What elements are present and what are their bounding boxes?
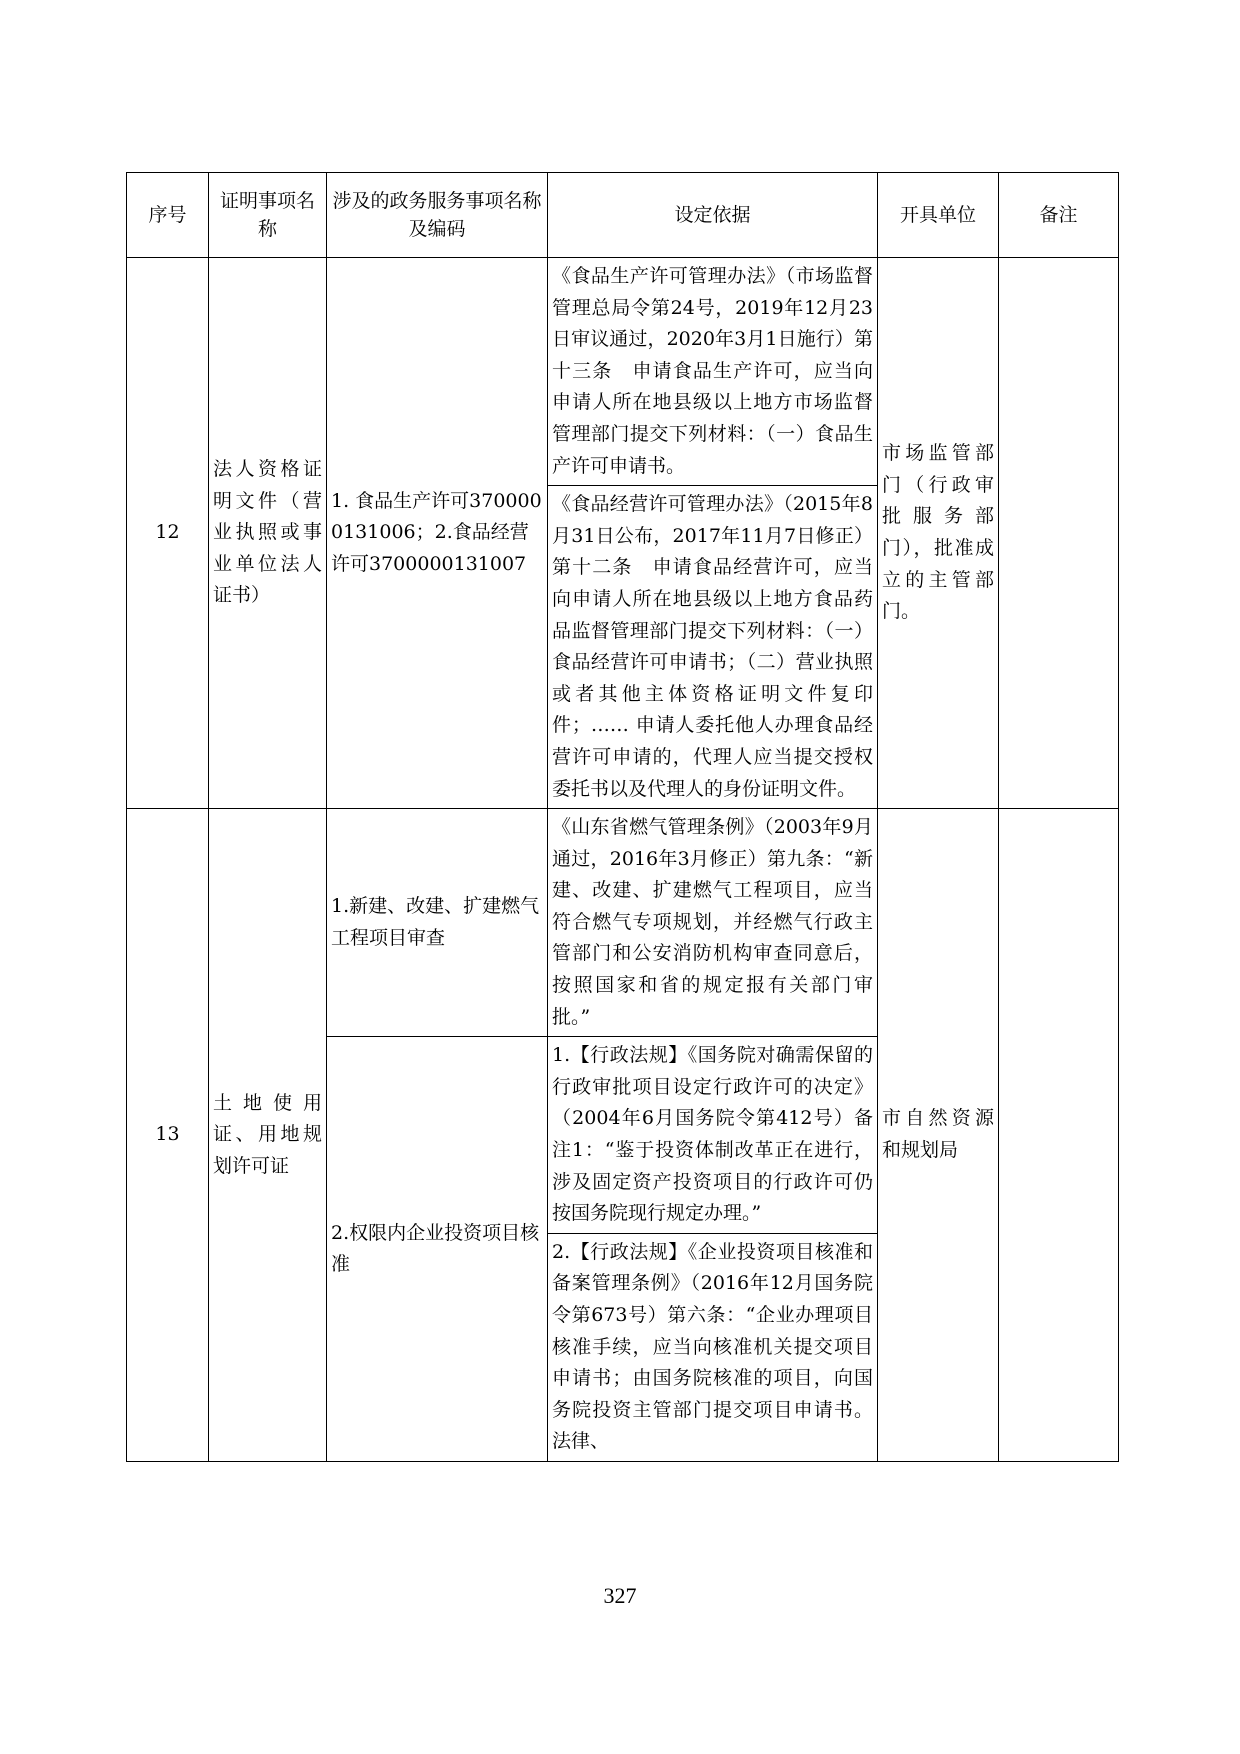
row-13-basis-2: 1.【行政法规】《国务院对确需保留的行政审批项目设定行政许可的决定》（2004年6月国务院令第412号）备注1：“鉴于投资体制改革正在进行，涉及固定资产投资项目的行政许可仍按国务院现行规定办理。” xyxy=(548,1037,878,1234)
header-row xyxy=(127,173,1119,258)
page-number: 327 xyxy=(603,1583,637,1608)
row-13-basis-1: 《山东省燃气管理条例》（2003年9月通过，2016年3月修正）第九条：“新建、改建、扩建燃气工程项目，应当符合燃气专项规划，并经燃气行政主管部门和公安消防机构审查同意后，按照国家和省的规定报有关部门审批。” xyxy=(548,809,878,1037)
row-12-note xyxy=(999,258,1119,809)
row-13-service-1: 1.新建、改建、扩建燃气工程项目审查 xyxy=(327,809,548,1037)
row-13-proof-name: 土地使用证、用地规划许可证 xyxy=(209,809,327,1462)
row-13-note xyxy=(999,809,1119,1462)
approval-items-table xyxy=(126,172,1119,1462)
row-13-basis-3: 2.【行政法规】《企业投资项目核准和备案管理条例》（2016年12月国务院令第673号）第六条：“企业办理项目核准手续，应当向核准机关提交项目申请书；由国务院核准的项目，向国务院投资主管部门提交项目申请书。法律、 xyxy=(548,1233,878,1461)
header-proof-name: 证明事项名称 xyxy=(209,173,327,258)
row-12-issuer: 市场监管部门（行政审批服务部门），批准成立的主管部门。 xyxy=(878,258,999,809)
table-row xyxy=(127,809,1119,1037)
row-12-basis-2: 《食品经营许可管理办法》（2015年8月31日公布，2017年11月7日修正）第十二条 申请食品经营许可，应当向申请人所在地县级以上地方食品药品监督管理部门提交下列材料：（一）食品经营许可申请书；（二）营业执照或者其他主体资格证明文件复印件；…… 申请人委托他人办理食品经营许可申请的，代理人应当提交授权委托书以及代理人的身份证明文件。 xyxy=(548,486,878,809)
row-12-seq: 12 xyxy=(127,258,209,809)
row-13-seq: 13 xyxy=(127,809,209,1462)
header-issuer: 开具单位 xyxy=(878,173,999,258)
header-note: 备注 xyxy=(999,173,1119,258)
row-13-issuer: 市自然资源和规划局 xyxy=(878,809,999,1462)
header-service: 涉及的政务服务事项名称及编码 xyxy=(327,173,548,258)
header-basis: 设定依据 xyxy=(548,173,878,258)
row-12-proof-name: 法人资格证明文件（营业执照或事业单位法人证书） xyxy=(209,258,327,809)
table-row xyxy=(127,258,1119,486)
row-13-service-2: 2.权限内企业投资项目核准 xyxy=(327,1037,548,1462)
row-12-basis-1: 《食品生产许可管理办法》（市场监督管理总局令第24号，2019年12月23日审议通过，2020年3月1日施行）第十三条 申请食品生产许可，应当向申请人所在地县级以上地方市场监督管理部门提交下列材料：（一）食品生产许可申请书。 xyxy=(548,258,878,486)
header-seq: 序号 xyxy=(127,173,209,258)
row-12-service: 1. 食品生产许可3700000131006；2.食品经营许可3700000131007 xyxy=(327,258,548,809)
